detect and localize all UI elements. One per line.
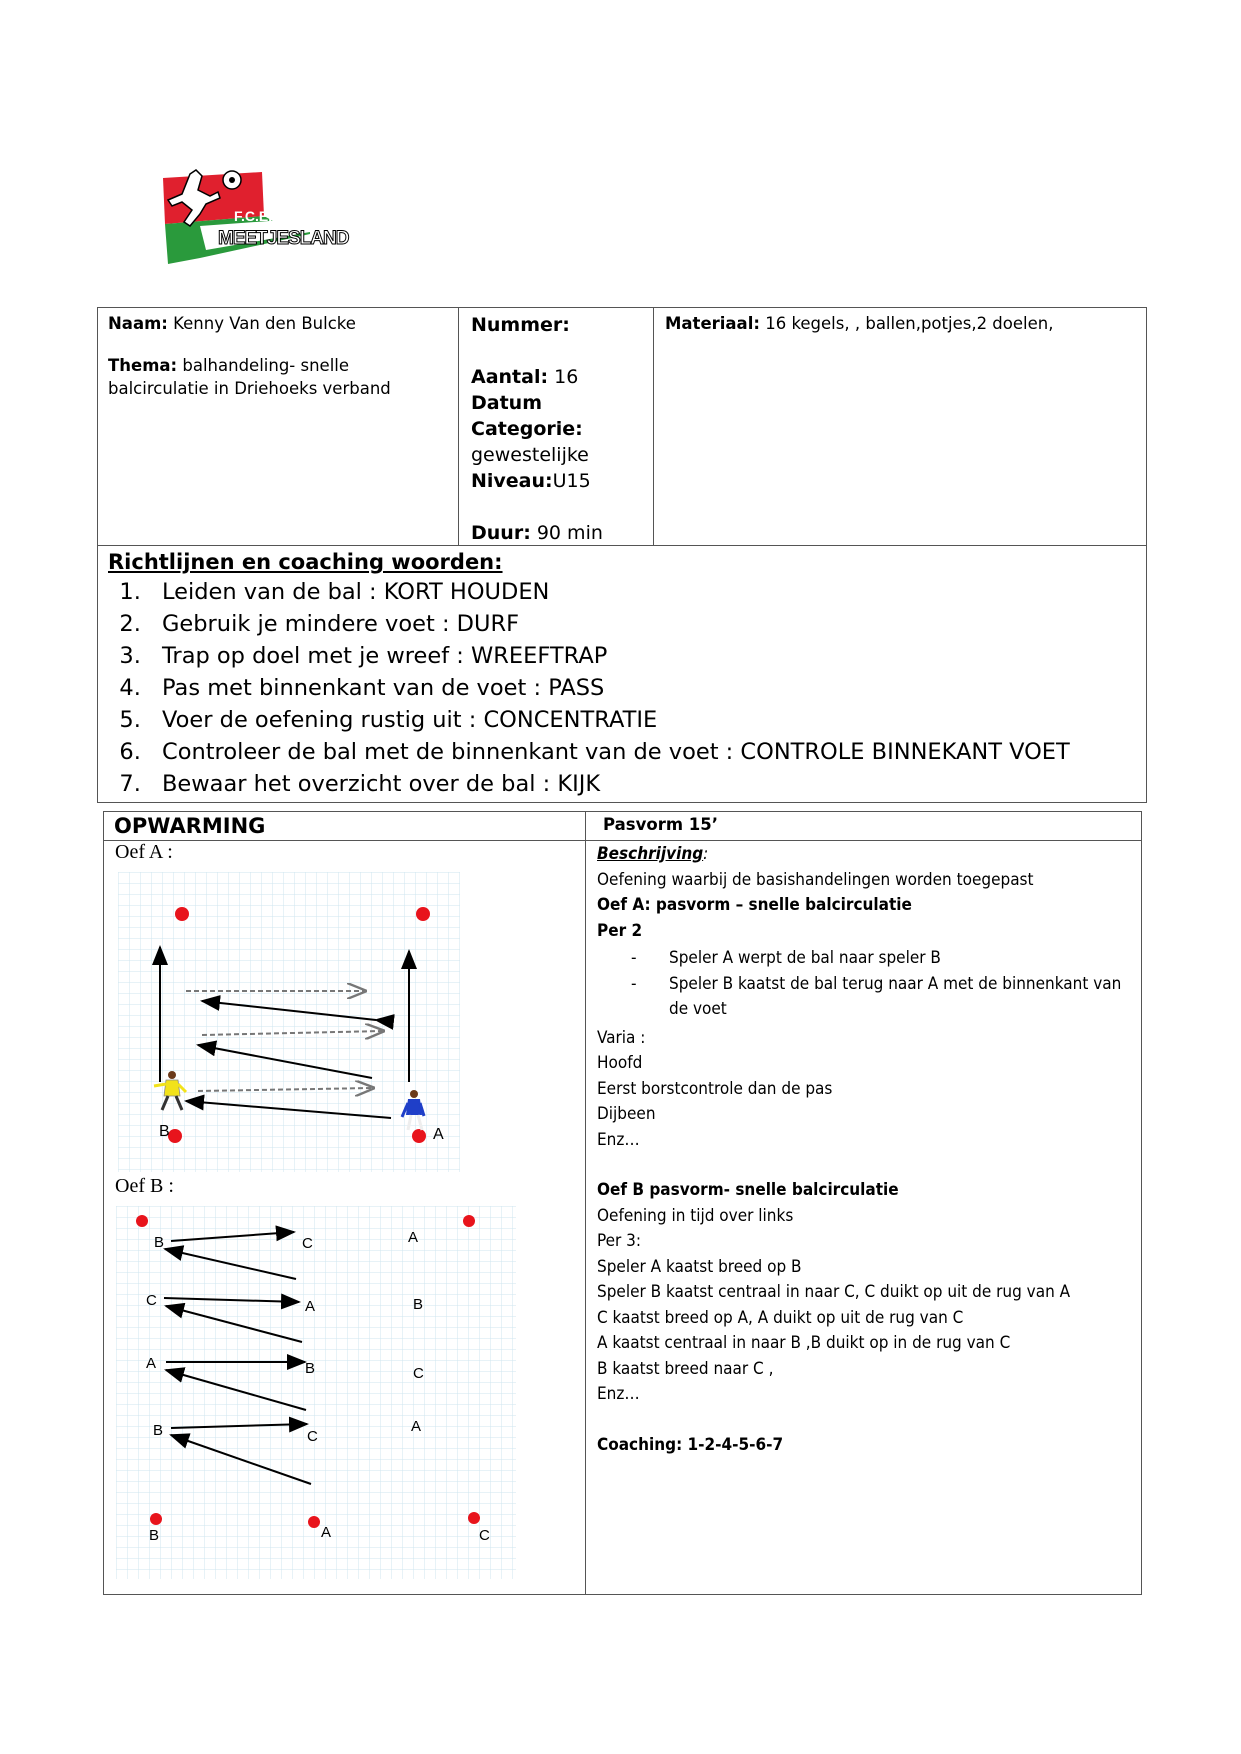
- diagram-oef-a: [118, 872, 460, 1172]
- categorie-value: gewestelijke: [471, 444, 589, 466]
- oef-b-line: B kaatst breed naar C ,: [597, 1358, 774, 1379]
- richtlijn-item: 4. Pas met binnenkant van de voet : PASS: [148, 672, 1136, 704]
- oef-b-line: Per 3:: [597, 1231, 642, 1251]
- oef-b-line: Enz…: [597, 1384, 640, 1404]
- logo-text-fce: F.C.E.: [234, 208, 273, 224]
- bullet-item: [597, 972, 1130, 1023]
- player-label: A: [321, 1524, 332, 1541]
- duur-label: Duur:: [471, 522, 531, 544]
- opwarming-table: [103, 811, 1142, 1595]
- cone-marker: [416, 907, 430, 921]
- varia-item: Hoofd: [597, 1053, 643, 1073]
- aantal-value: 16: [554, 366, 579, 388]
- player-label: C: [413, 1365, 424, 1382]
- diagram-cell: [104, 841, 586, 1594]
- naam-thema-cell: [98, 308, 459, 546]
- datum-label: Datum: [471, 392, 542, 414]
- oef-b-line: Speler B kaatst centraal in naar C, C duikt op uit de rug van A: [597, 1282, 1071, 1302]
- player-label: A: [411, 1418, 422, 1435]
- thema-value: balhandeling- snelle balcirculatie in Driehoeks verband: [108, 356, 391, 398]
- logo-text-name: MEETJESLAND: [218, 228, 349, 249]
- cone-marker: [308, 1516, 320, 1528]
- richtlijnen-cell: [98, 546, 1146, 802]
- naam-label: Naam:: [108, 314, 168, 333]
- nummer-label: Nummer:: [471, 314, 570, 336]
- richtlijn-item: 5. Voer de oefening rustig uit : CONCENTRATIE: [148, 704, 1136, 736]
- player-label: A: [305, 1298, 316, 1315]
- bullet-dash: -: [631, 948, 637, 968]
- player-label: B: [154, 1234, 165, 1251]
- niveau-label: Niveau:: [471, 470, 553, 492]
- richtlijn-item: 6. Controleer de bal met de binnenkant van de voet : CONTROLE BINNEKANT VOET: [148, 736, 1136, 768]
- header-table: [97, 307, 1147, 803]
- oef-a-title: Oef A: pasvorm – snelle balcirculatie: [597, 895, 912, 915]
- cone-marker: [468, 1512, 480, 1524]
- bullet-dash: -: [631, 973, 637, 994]
- player-label: C: [146, 1292, 157, 1309]
- coaching-line: Coaching: 1-2-4-5-6-7: [597, 1434, 784, 1455]
- pasvorm-title: Pasvorm 15’: [586, 812, 1141, 841]
- beschrijving-cell: [586, 841, 1141, 1594]
- varia-item: Enz…: [597, 1129, 640, 1150]
- richtlijn-item: 1. Leiden van de bal : KORT HOUDEN: [148, 576, 1136, 608]
- oef-b-line: Speler A kaatst breed op B: [597, 1256, 802, 1277]
- beschrijving-colon: :: [703, 844, 709, 864]
- beschrijving-title: Beschrijving: [597, 844, 704, 864]
- varia-item: Eerst borstcontrole dan de pas: [597, 1078, 833, 1099]
- bullet-text: Speler A werpt de bal naar speler B: [669, 948, 941, 968]
- cone-marker: [136, 1215, 148, 1227]
- player-label: A: [408, 1229, 419, 1246]
- player-label: C: [479, 1527, 490, 1544]
- materiaal-label: Materiaal:: [665, 314, 760, 333]
- oef-b-label: Oef B :: [115, 1175, 174, 1197]
- varia-label: Varia :: [597, 1027, 646, 1048]
- per2-label: Per 2: [597, 920, 643, 941]
- varia-item: Dijbeen: [597, 1104, 656, 1124]
- oef-b-line: C kaatst breed op A, A duikt op uit de rug van C: [597, 1307, 964, 1328]
- richtlijn-item: 2. Gebruik je mindere voet : DURF: [148, 608, 1136, 640]
- player-label: B: [413, 1296, 424, 1313]
- club-logo: [160, 166, 349, 268]
- player-label: B: [149, 1527, 160, 1544]
- bullet-text: Speler B kaatst de bal terug naar A met de binnenkant van de voet: [669, 973, 1122, 1019]
- player-label: B: [153, 1422, 164, 1439]
- cone-marker: [412, 1129, 426, 1143]
- player-label: A: [146, 1355, 157, 1372]
- richtlijnen-list: [108, 576, 1136, 800]
- beschrijving-intro: Oefening waarbij de basishandelingen worden toegepast: [597, 869, 1034, 890]
- oef-b-line: A kaatst centraal in naar B ,B duikt op in de rug van C: [597, 1333, 1011, 1353]
- oef-b-title: Oef B pasvorm- snelle balcirculatie: [597, 1180, 899, 1200]
- materiaal-value: 16 kegels, , ballen,potjes,2 doelen,: [765, 314, 1054, 333]
- aantal-label: Aantal:: [471, 366, 549, 388]
- opwarming-title: OPWARMING: [104, 812, 586, 841]
- cone-marker: [168, 1129, 182, 1143]
- player-label: C: [302, 1235, 313, 1252]
- nummer-cell: [459, 308, 654, 546]
- niveau-value: U15: [552, 470, 591, 492]
- cone-marker: [463, 1215, 475, 1227]
- richtlijn-item: 3. Trap op doel met je wreef : WREEFTRAP: [148, 640, 1136, 672]
- bullet-item: [597, 946, 1130, 972]
- richtlijn-item: 7. Bewaar het overzicht over de bal : KIJK: [148, 768, 1136, 800]
- naam-value: Kenny Van den Bulcke: [173, 314, 356, 333]
- oef-a-label: Oef A :: [115, 841, 173, 863]
- diagram-oef-b: [116, 1206, 516, 1579]
- oef-b-line: Oefening in tijd over links: [597, 1205, 794, 1226]
- richtlijnen-title: Richtlijnen en coaching woorden:: [108, 550, 503, 574]
- player-label: A: [433, 1126, 444, 1143]
- thema-label: Thema:: [108, 356, 178, 375]
- duur-value: 90 min: [536, 522, 603, 544]
- materiaal-cell: [654, 308, 1146, 546]
- cone-marker: [150, 1513, 162, 1525]
- categorie-label: Categorie:: [471, 418, 583, 440]
- player-label: B: [159, 1123, 170, 1140]
- cone-marker: [175, 907, 189, 921]
- player-label: B: [305, 1360, 316, 1377]
- player-label: C: [307, 1428, 318, 1445]
